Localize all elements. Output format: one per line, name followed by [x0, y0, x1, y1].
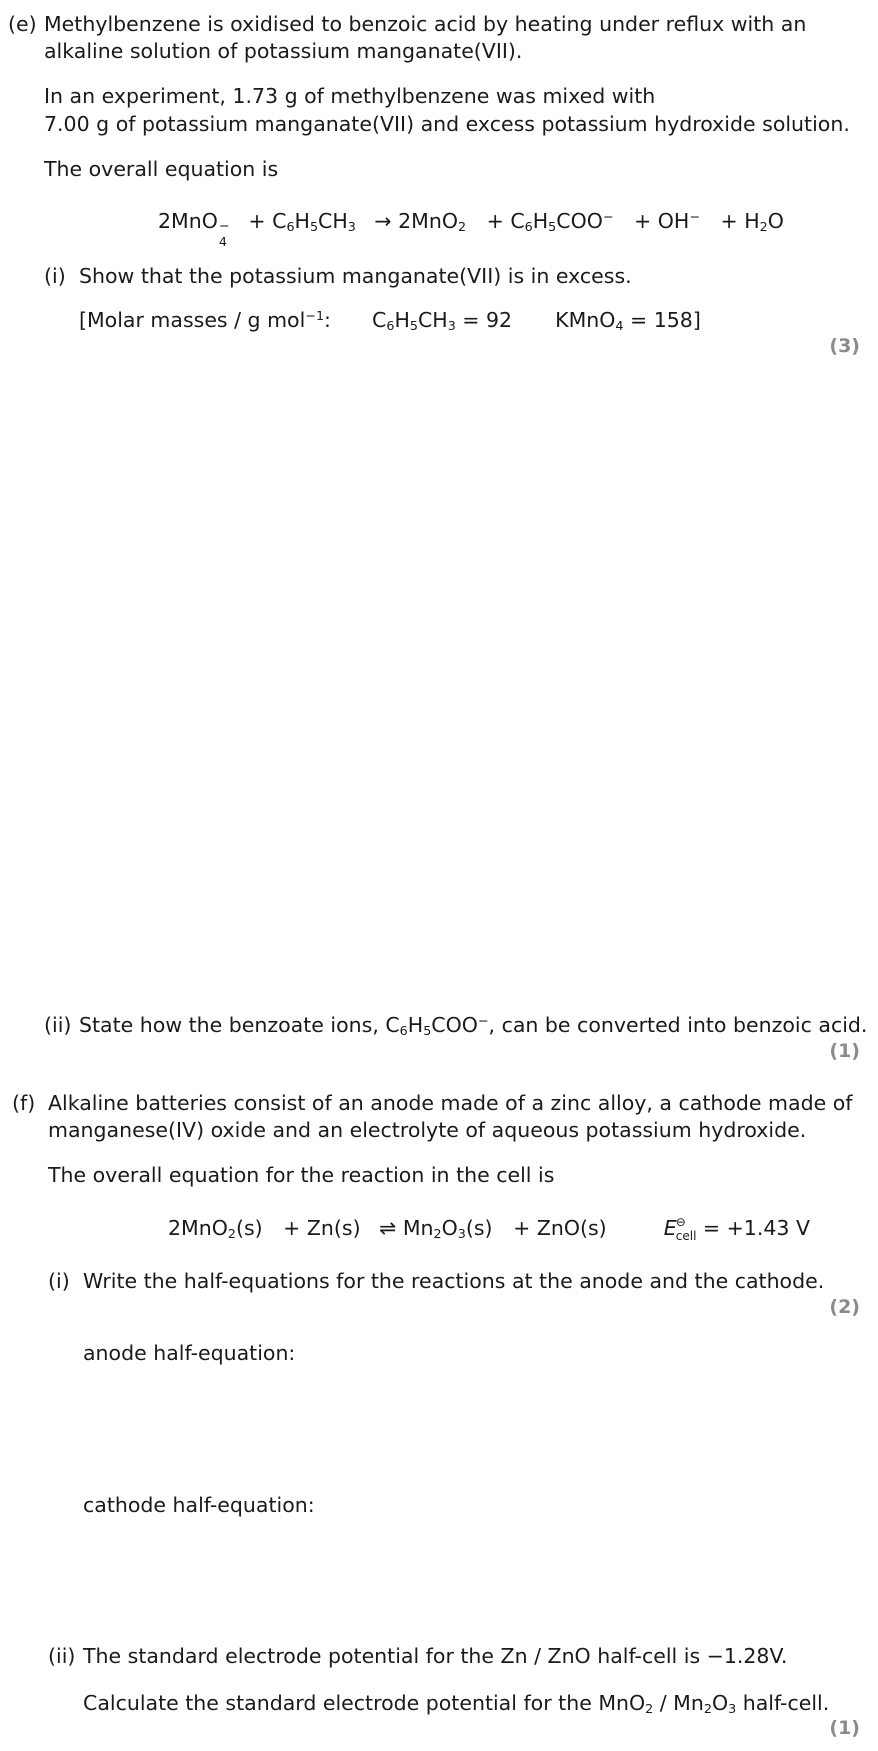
- plimsoll-icon: ⊖: [675, 1215, 686, 1229]
- part-f-overall-label: The overall equation for the reaction in the cell is: [48, 1163, 555, 1187]
- part-f-intro-line1: Alkaline batteries consist of an anode made of a zinc alloy, a cathode made of: [48, 1091, 853, 1115]
- part-f-i-question: Write the half-equations for the reactions at the anode and the cathode.: [83, 1269, 825, 1293]
- marks-e-ii: (1): [829, 1040, 860, 1062]
- part-e-overall-label: The overall equation is: [44, 157, 279, 181]
- part-f-i-label: (i): [48, 1269, 70, 1293]
- eq-e-term4: $C_6H_5COO^-$: [510, 209, 614, 235]
- eq-f-term2: Zn(s): [306, 1216, 361, 1240]
- part-f-label: (f): [12, 1091, 36, 1115]
- part-e-i-label: (i): [44, 264, 66, 288]
- part-e-equation: [158, 208, 784, 249]
- part-f-ii-label: (ii): [48, 1644, 76, 1668]
- part-e-label: (e): [8, 12, 37, 36]
- part-f-equation: [168, 1215, 810, 1244]
- eq-f-term1: 2MnO$_2$(s): [168, 1216, 263, 1242]
- part-f-ii-question: The standard electrode potential for the Zn / ZnO half-cell is −1.28V.: [83, 1644, 788, 1668]
- plus-sign: +: [720, 209, 738, 233]
- eq-f-term3: $Mn_2O_3(s)$: [402, 1216, 493, 1242]
- plus-sign: +: [486, 209, 504, 233]
- reaction-arrow: →: [374, 209, 392, 233]
- part-e-experiment-line1: In an experiment, 1.73 g of methylbenzene was mixed with: [44, 84, 656, 108]
- part-e-intro-line2: alkaline solution of potassium manganate(VII).: [44, 39, 523, 63]
- part-e-ii-label: (ii): [44, 1013, 72, 1037]
- part-e-intro-line1: Methylbenzene is oxidised to benzoic acid by heating under reflux with an: [44, 12, 807, 36]
- equilibrium-arrow: ⇌: [379, 1216, 397, 1240]
- plus-sign: +: [513, 1216, 531, 1240]
- plus-sign: +: [634, 209, 652, 233]
- marks-f-i: (2): [829, 1296, 860, 1318]
- marks-e-i: (3): [829, 335, 860, 357]
- plus-sign: +: [283, 1216, 301, 1240]
- molar-mass-kmno4: KMnO$_4$ = 158]: [555, 308, 701, 334]
- eq-e-term2: $C_6H_5CH_3$: [272, 209, 356, 235]
- marks-f-ii: (1): [829, 1717, 860, 1739]
- eq-f-term4: ZnO(s): [536, 1216, 607, 1240]
- eq-e-term5: OH−: [657, 209, 700, 233]
- plus-sign: +: [248, 209, 266, 233]
- eq-e-term6: $H_2O$: [744, 209, 784, 235]
- molar-masses: [Molar masses / g mol$^{-1}$: $C_6H_5CH_3 = 92$ KMnO$_4$ = 158]: [79, 308, 701, 334]
- part-f-ii-calculate: Calculate the standard electrode potential for the $MnO_2 / Mn_2O_3$ half-cell.: [83, 1691, 830, 1717]
- cathode-label: cathode half-equation:: [83, 1493, 315, 1517]
- part-e-i-question: Show that the potassium manganate(VII) is in excess.: [79, 264, 632, 288]
- eq-e-term3: 2MnO$_2$: [398, 209, 467, 235]
- part-f-intro-line2: manganese(IV) oxide and an electrolyte of aqueous potassium hydroxide.: [48, 1118, 807, 1142]
- molar-mass-methylbenzene: $C_6H_5CH_3 = 92$: [372, 308, 513, 334]
- eq-e-term1: 2MnO − 4: [158, 209, 230, 249]
- anode-label: anode half-equation:: [83, 1341, 296, 1365]
- part-e-experiment-line2: 7.00 g of potassium manganate(VII) and excess potassium hydroxide solution.: [44, 112, 850, 136]
- part-e-ii-question: State how the benzoate ions, $C_6H_5COO^-$, can be converted into benzoic acid.: [79, 1013, 868, 1039]
- ecell-value: $E^⊖_{cell} = +1.43$ V: [663, 1215, 810, 1243]
